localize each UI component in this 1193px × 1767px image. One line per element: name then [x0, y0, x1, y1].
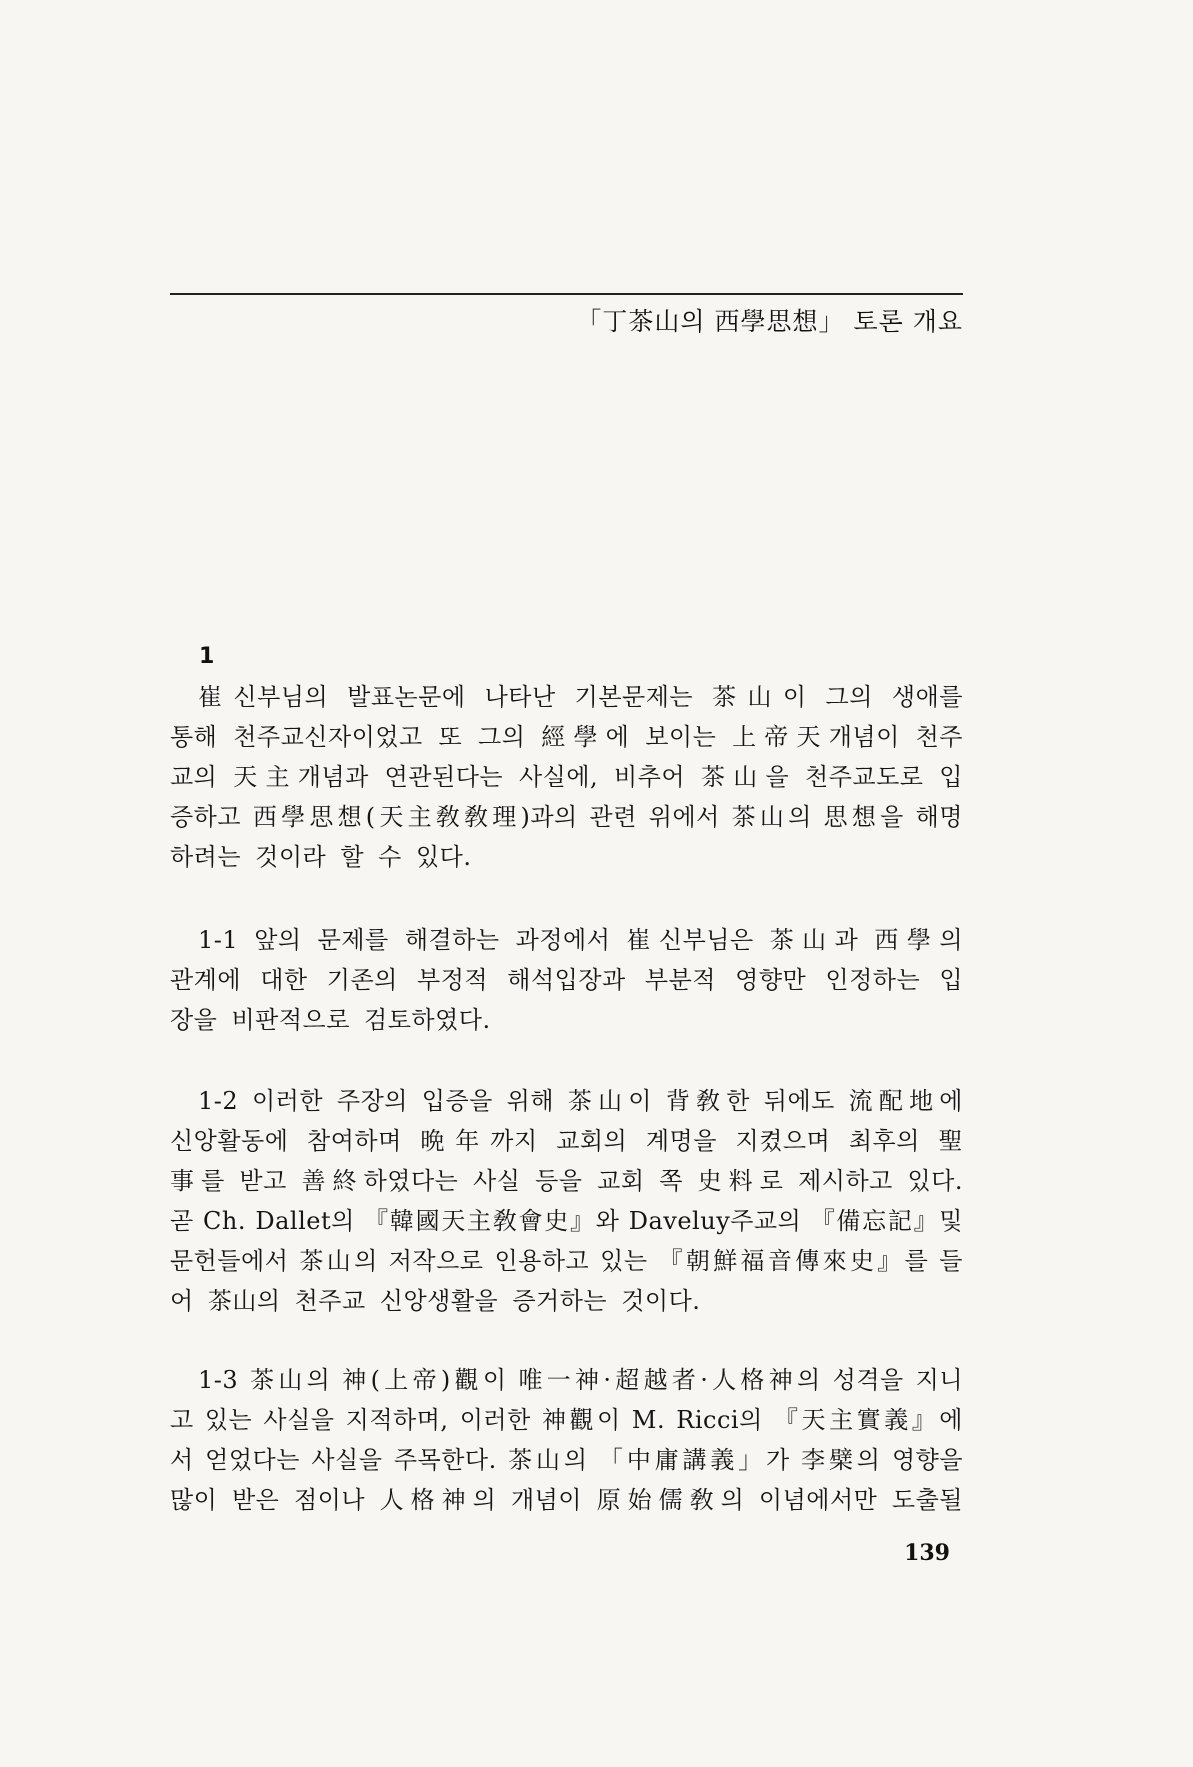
page-number: 139 [904, 1540, 950, 1566]
paragraph-1-2 [170, 1081, 963, 1321]
body-line: 신앙활동에 참여하며 晩年까지 교회의 계명을 지켰으며 최후의 聖 [170, 1127, 963, 1155]
body-line: 문헌들에서 茶山의 저작으로 인용하고 있는 『朝鮮福音傳來史』를 들 [170, 1247, 963, 1275]
running-title: 「丁茶山의 西學思想」 토론 개요 [576, 307, 963, 336]
body-line: 1-2 이러한 주장의 입증을 위해 茶山이 背敎한 뒤에도 流配地에 [198, 1087, 963, 1115]
paragraph-1-3 [170, 1360, 963, 1520]
paragraph-1 [170, 677, 963, 877]
body-line: 1-3 茶山의 神(上帝)觀이 唯一神·超越者·人格神의 성격을 지니 [198, 1366, 963, 1394]
body-line: 곧 Ch. Dallet의 『韓國天主敎會史』와 Daveluy주교의 『備忘記』및 [170, 1207, 963, 1235]
body-line: 통해 천주교신자이었고 또 그의 經學에 보이는 上帝天개념이 천주 [170, 723, 963, 751]
body-line: 1-1 앞의 문제를 해결하는 과정에서 崔신부님은 茶山과 西學의 [198, 926, 963, 954]
body-line: 崔신부님의 발표논문에 나타난 기본문제는 茶山이 그의 생애를 [198, 683, 963, 711]
body-line: 교의 天主개념과 연관된다는 사실에, 비추어 茶山을 천주교도로 입 [170, 763, 963, 791]
body-line: 서 얻었다는 사실을 주목한다. 茶山의 「中庸講義」가 李檗의 영향을 [170, 1446, 963, 1474]
body-line: 하려는 것이라 할 수 있다. [170, 843, 472, 871]
body-line: 고 있는 사실을 지적하며, 이러한 神觀이 M. Ricci의 『天主實義』에 [170, 1406, 963, 1434]
paragraph-1-1 [170, 920, 963, 1040]
body-line: 事를 받고 善終하였다는 사실 등을 교회 쪽 史料로 제시하고 있다. [170, 1167, 963, 1195]
header-rule [170, 293, 963, 295]
body-line: 어 茶山의 천주교 신앙생활을 증거하는 것이다. [170, 1287, 701, 1315]
section-heading: 1 [199, 644, 215, 669]
body-line: 많이 받은 점이나 人格神의 개념이 原始儒敎의 이념에서만 도출될 [170, 1486, 963, 1514]
body-line: 관계에 대한 기존의 부정적 해석입장과 부분적 영향만 인정하는 입 [170, 966, 963, 994]
body-line: 증하고 西學思想(天主敎敎理)과의 관련 위에서 茶山의 思想을 해명 [170, 803, 963, 831]
body-line: 장을 비판적으로 검토하였다. [170, 1006, 491, 1034]
